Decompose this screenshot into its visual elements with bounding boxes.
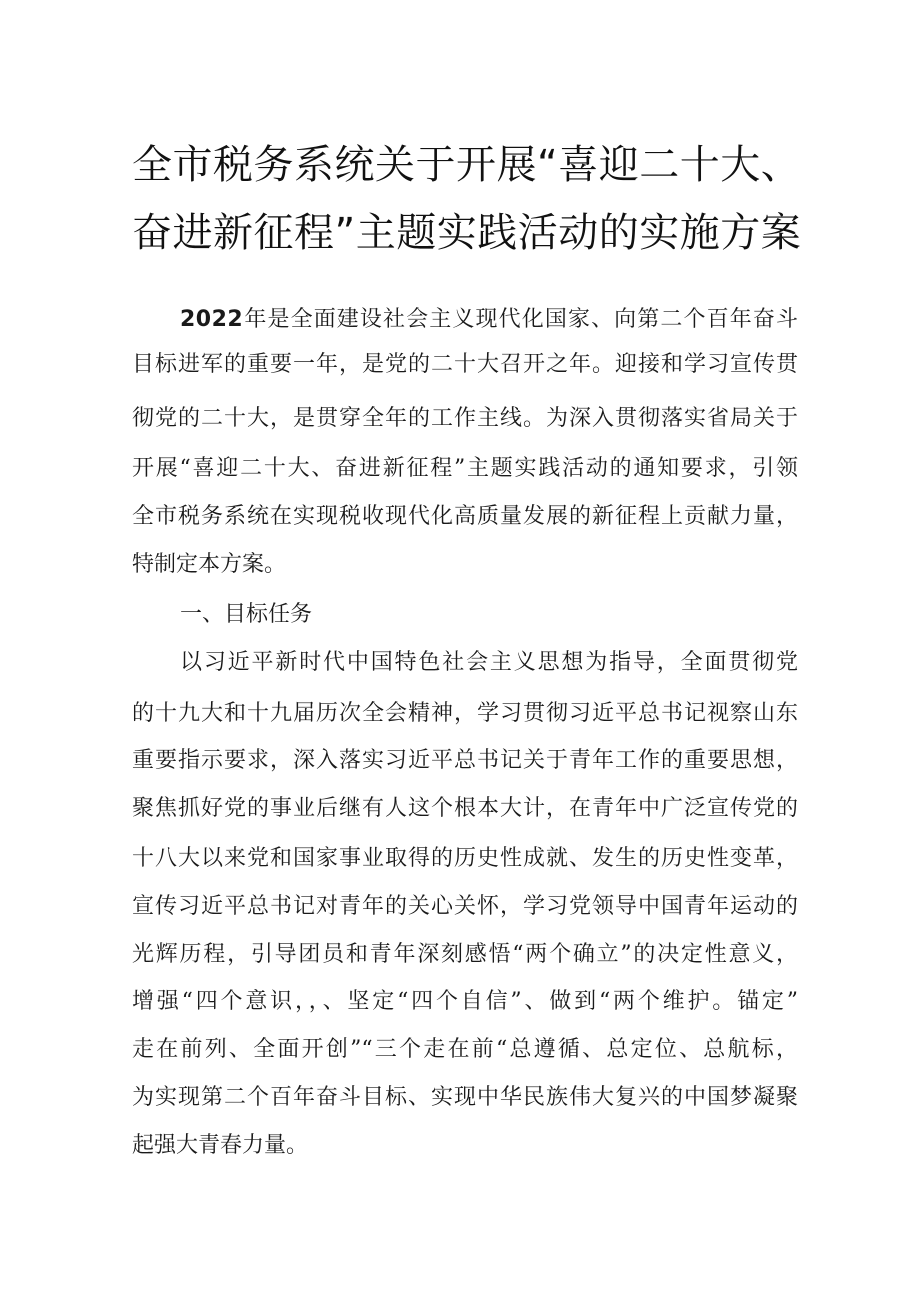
- section-heading: 一、目标任务: [180, 602, 313, 627]
- body-paragraph-line-7: 光辉历程，引导团员和青年深刻感悟“两个确立”的决定性意义，: [132, 942, 798, 967]
- body-paragraph-line-6: 宣传习近平总书记对青年的关心关怀，学习党领导中国青年运动的: [132, 894, 798, 919]
- intro-paragraph-line-6: 特制定本方案。: [132, 552, 287, 577]
- body-paragraph-line-11: 起强大青春力量。: [132, 1133, 309, 1158]
- intro-paragraph-line-1: [180, 300, 798, 340]
- body-paragraph-line-4: 聚焦抓好党的事业后继有人这个根本大计，在青年中广泛宣传党的: [132, 796, 798, 821]
- body-paragraph-line-2: 的十九大和十九届历次全会精神，学习贯彻习近平总书记视察山东: [132, 701, 798, 726]
- body-paragraph-line-5: 十八大以来党和国家事业取得的历史性成就、发生的历史性变革，: [132, 846, 798, 871]
- body-paragraph-line-9: 走在前列、全面开创”“三个走在前“总遵循、总定位、总航标，: [132, 1037, 798, 1062]
- body-paragraph-line-8: 增强“四个意识，，、坚定“四个自信”、做到“两个维护。锚定”: [132, 989, 798, 1014]
- body-paragraph-line-1: 以习近平新时代中国特色社会主义思想为指导，全面贯彻党: [180, 650, 798, 675]
- intro-paragraph-line-5: 全市税务系统在实现税收现代化高质量发展的新征程上贡献力量，: [132, 504, 798, 529]
- document-title-line-2: 奋进新征程”主题实践活动的实施方案: [132, 210, 802, 256]
- body-paragraph-line-3: 重要指示要求，深入落实习近平总书记关于青年工作的重要思想，: [132, 748, 798, 773]
- intro-paragraph-line-3: 彻党的二十大，是贯穿全年的工作主线。为深入贯彻落实省局关于: [132, 406, 798, 431]
- document-title-line-1: 全市税务系统关于开展“喜迎二十大、: [132, 142, 802, 188]
- intro-paragraph-line-4: 开展“喜迎二十大、奋进新征程”主题实践活动的通知要求，引领: [132, 456, 798, 481]
- intro-year: 2022: [180, 307, 244, 332]
- body-paragraph-line-10: 为实现第二个百年奋斗目标、实现中华民族伟大复兴的中国梦凝聚: [132, 1085, 798, 1110]
- intro-paragraph-line-2: 目标进军的重要一年，是党的二十大召开之年。迎接和学习宣传贯: [132, 352, 798, 377]
- intro-line-1-text: 年是全面建设社会主义现代化国家、向第二个百年奋斗: [243, 307, 798, 332]
